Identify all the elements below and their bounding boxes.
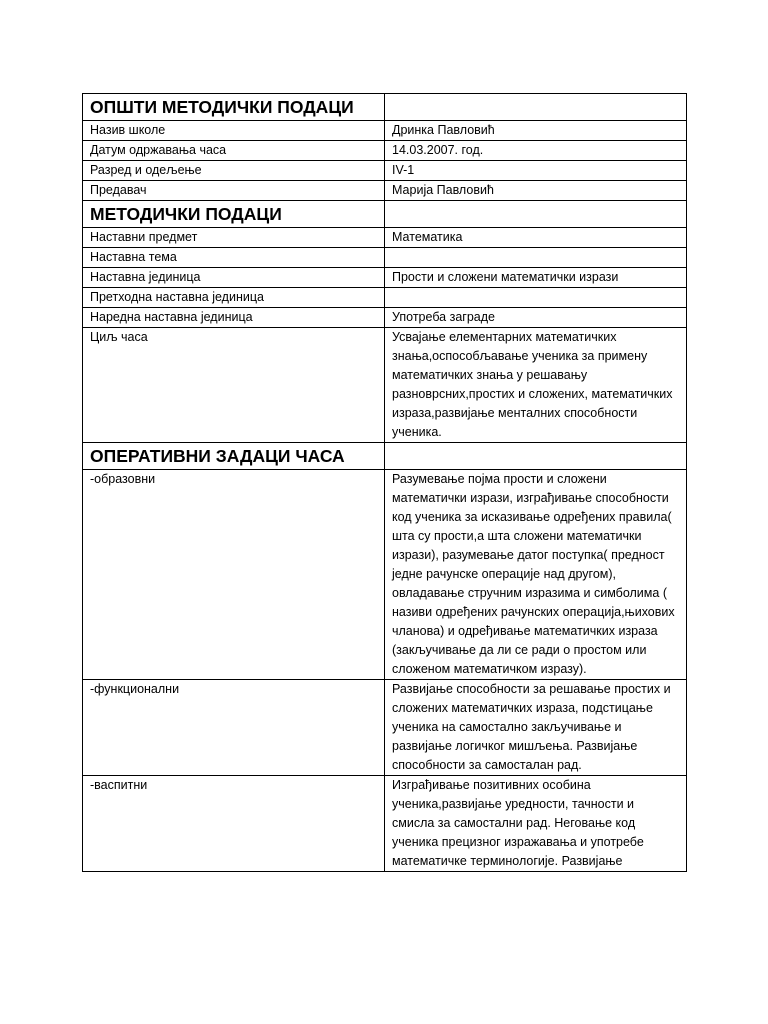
row-label: -функционални [83,680,385,776]
table-row [83,680,687,776]
row-label: Разред и одељење [83,161,385,181]
table-row [83,308,687,328]
section-header-operative [83,443,687,470]
row-label: Циљ часа [83,328,385,443]
section-title: ОПЕРАТИВНИ ЗАДАЦИ ЧАСА [83,443,385,470]
section-title: МЕТОДИЧКИ ПОДАЦИ [83,201,385,228]
section-header-general [83,94,687,121]
row-value: Развијање способности за решавање простих и сложених математичких израза, подстицање ученика на самостално закључивање и развијање логичког мишљења. Развијање способности за самосталан рад. [385,680,687,776]
row-value: Прости и сложени математички изрази [385,268,687,288]
section-empty-cell [385,443,687,470]
table-row [83,141,687,161]
row-value [385,248,687,268]
row-label: Претходна наставна јединица [83,288,385,308]
row-label: Наставни предмет [83,228,385,248]
row-value: Употреба заграде [385,308,687,328]
table-row [83,288,687,308]
table-row [83,161,687,181]
row-label: Наредна наставна јединица [83,308,385,328]
table-row [83,228,687,248]
table-row [83,470,687,680]
row-label: -васпитни [83,776,385,872]
table-row [83,248,687,268]
row-value: 14.03.2007. год. [385,141,687,161]
row-value: IV-1 [385,161,687,181]
table-row [83,268,687,288]
row-value: Марија Павловић [385,181,687,201]
row-value [385,288,687,308]
section-header-methodical [83,201,687,228]
section-title: ОПШТИ МЕТОДИЧКИ ПОДАЦИ [83,94,385,121]
row-value: Математика [385,228,687,248]
row-value: Усвајање елементарних математичких знања,оспособљавање ученика за примену математичких знања у решавању разноврсних,простих и сложених, математичких израза,развијање менталних способности ученика. [385,328,687,443]
section-empty-cell [385,201,687,228]
table-row [83,121,687,141]
row-label: Предавач [83,181,385,201]
row-label: Назив школе [83,121,385,141]
table-row [83,181,687,201]
lesson-plan-table [82,93,687,872]
row-label: Наставна јединица [83,268,385,288]
row-label: -образовни [83,470,385,680]
table-row [83,776,687,872]
row-value: Дринка Павловић [385,121,687,141]
row-value: Изграђивање позитивних особина ученика,развијање уредности, тачности и смисла за самостални рад. Неговање код ученика прецизног изражавања и употребе математичке терминологије. Развијање [385,776,687,872]
table-row [83,328,687,443]
row-value: Разумевање појма прости и сложени математички изрази, изграђивање способности код ученика за исказивање одређених правила( шта су прости,а шта сложени математички изрази), разумевање датог поступка( предност једне рачунске операције над другом), овладавање стручним изразима и симболима ( називи одређених рачунских операција,њихових чланова) и одређивање математичких израза (закључивање да ли се ради о простом или сложеном математичком изразу). [385,470,687,680]
row-label: Датум одржавања часа [83,141,385,161]
row-label: Наставна тема [83,248,385,268]
section-empty-cell [385,94,687,121]
